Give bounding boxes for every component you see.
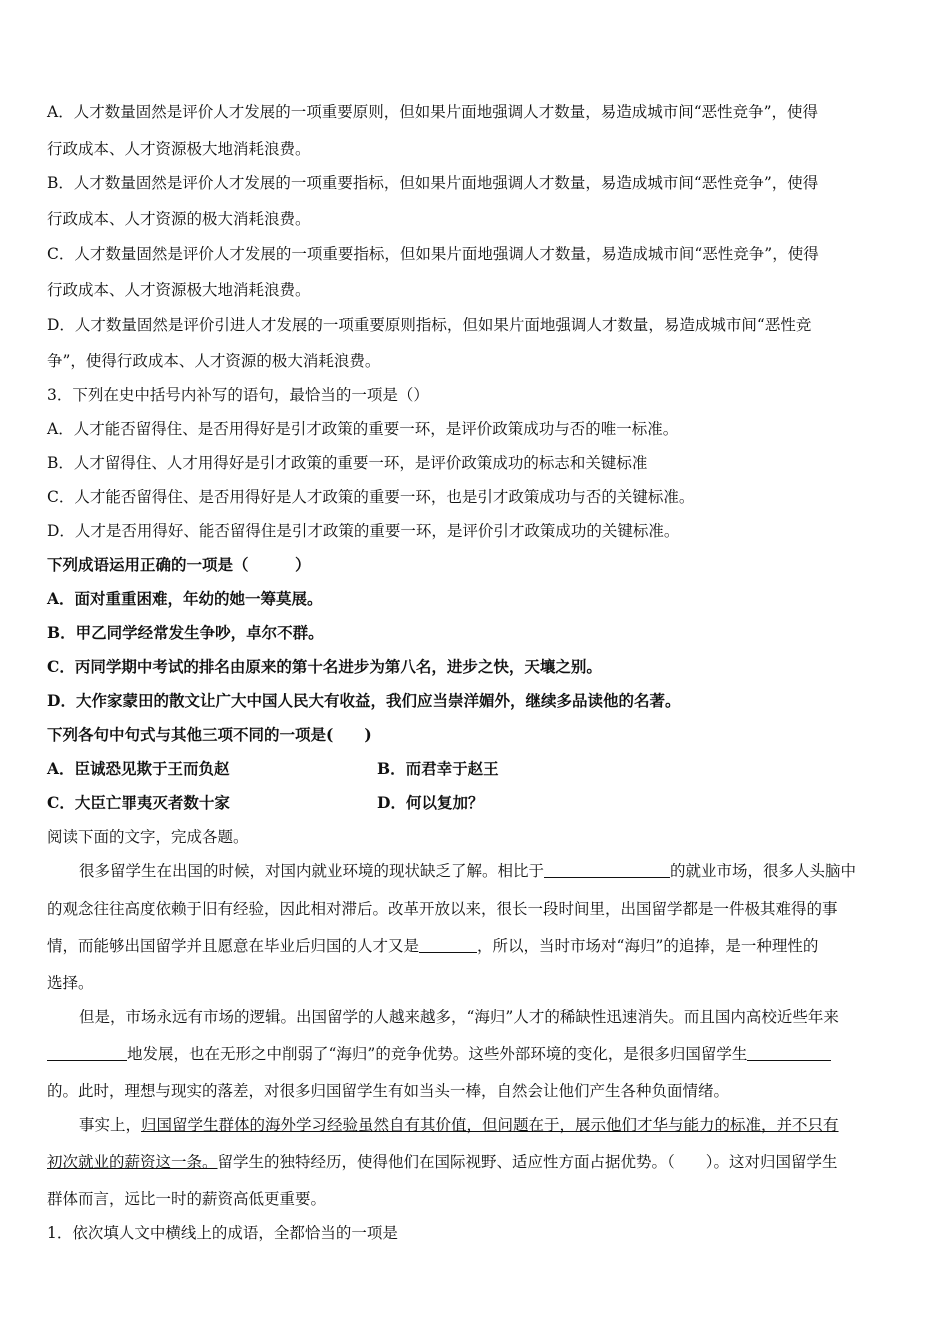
passage-p1-line2: 的观念往往高度依赖于旧有经验，因此相对滞后。改革开放以来，很长一段时间里，出国留学都是一件极其难得的事 xyxy=(47,900,838,918)
syntax-option-a: A．臣诚恐见欺于王而负赵 xyxy=(47,759,230,778)
syntax-option-b: B．而君幸于赵王 xyxy=(377,759,499,778)
underlined-sentence: 初次就业的薪资这一条。 xyxy=(47,1153,218,1171)
idiom-question-stem: 下列成语运用正确的一项是（ ） xyxy=(47,555,311,574)
passage-p3-line3: 群体而言，远比一时的薪资高低更重要。 xyxy=(47,1190,327,1208)
underlined-sentence: 归国留学生群体的海外学习经验虽然自有其价值，但问题在于，展示他们才华与能力的标准，并不只有 xyxy=(141,1116,839,1134)
q2-option-c-line1: C．人才数量固然是评价人才发展的一项重要指标，但如果片面地强调人才数量，易造成城市间“恶性竞争”，使得 xyxy=(47,245,819,263)
q2-option-a-line1: A．人才数量固然是评价人才发展的一项重要原则，但如果片面地强调人才数量，易造成城市间“恶性竞争”，使得 xyxy=(47,103,819,121)
passage-text: ，所以，当时市场对“海归”的追捧，是一种理性的 xyxy=(477,937,819,955)
reading-intro: 阅读下面的文字，完成各题。 xyxy=(47,828,249,846)
passage-text: 留学生的独特经历，使得他们在国际视野、适应性方面占据优势。（ ）。这对归国留学生 xyxy=(217,1153,838,1171)
syntax-option-d: D．何以复加？ xyxy=(377,793,484,812)
syntax-question-stem: 下列各句中句式与其他三项不同的一项是( ) xyxy=(47,725,372,744)
fill-blank-2 xyxy=(419,937,477,953)
q3-option-c: C．人才能否留得住、是否用得好是人才政策的重要一环，也是引才政策成功与否的关键标准。 xyxy=(47,488,695,506)
q2-option-a-line2: 行政成本、人才资源极大地消耗浪费。 xyxy=(47,140,311,158)
passage-text: 情，而能够出国留学并且愿意在毕业后归国的人才又是 xyxy=(47,937,420,955)
passage-text: 很多留学生在出国的时候，对国内就业环境的现状缺乏了解。相比于 xyxy=(79,862,545,880)
q2-option-d-line2: 争”，使得行政成本、人才资源的极大消耗浪费。 xyxy=(47,352,381,370)
q2-option-c-line2: 行政成本、人才资源极大地消耗浪费。 xyxy=(47,281,311,299)
syntax-option-c: C．大臣亡罪夷灭者数十家 xyxy=(47,793,230,812)
passage-p1-line1 xyxy=(79,860,856,882)
q3-stem: 3．下列在史中括号内补写的语句，最恰当的一项是（） xyxy=(47,386,429,404)
q2-option-d-line1: D．人才数量固然是评价引进人才发展的一项重要原则指标，但如果片面地强调人才数量，易造成城市间“恶性竞 xyxy=(47,316,812,334)
idiom-option-a: A．面对重重困难，年幼的她一筹莫展。 xyxy=(47,589,323,608)
idiom-option-b: B．甲乙同学经常发生争吵，卓尔不群。 xyxy=(47,623,324,642)
passage-p3-line1 xyxy=(79,1114,839,1136)
passage-p1-line4: 选择。 xyxy=(47,974,94,992)
reading-question-1: 1．依次填人文中横线上的成语，全都恰当的一项是 xyxy=(47,1224,398,1242)
idiom-option-c: C．丙同学期中考试的排名由原来的第十名进步为第八名，进步之快，天壤之别。 xyxy=(47,657,602,676)
passage-text: 地发展，也在无形之中削弱了“海归”的竞争优势。这些外部环境的变化，是很多归国留学生 xyxy=(127,1045,748,1063)
passage-p2-line3: 的。此时，理想与现实的落差，对很多归国留学生有如当头一棒，自然会让他们产生各种负面情绪。 xyxy=(47,1082,730,1100)
fill-blank-3 xyxy=(47,1045,127,1061)
fill-blank-1 xyxy=(544,862,670,878)
idiom-option-d: D．大作家蒙田的散文让广大中国人民大有收益，我们应当崇洋媚外，继续多品读他的名著。 xyxy=(47,691,681,710)
fill-blank-4 xyxy=(747,1045,831,1061)
q2-option-b-line1: B．人才数量固然是评价人才发展的一项重要指标，但如果片面地强调人才数量，易造成城市间“恶性竞争”，使得 xyxy=(47,174,819,192)
passage-text: 事实上， xyxy=(79,1116,142,1134)
q3-option-a: A．人才能否留得住、是否用得好是引才政策的重要一环，是评价政策成功与否的唯一标准。 xyxy=(47,420,679,438)
q3-option-b: B．人才留得住、人才用得好是引才政策的重要一环，是评价政策成功的标志和关键标准 xyxy=(47,454,648,472)
q3-option-d: D．人才是否用得好、能否留得住是引才政策的重要一环，是评价引才政策成功的关键标准。 xyxy=(47,522,680,540)
passage-p2-line2 xyxy=(47,1043,831,1065)
q2-option-b-line2: 行政成本、人才资源的极大消耗浪费。 xyxy=(47,210,311,228)
passage-text: 的就业市场，很多人头脑中 xyxy=(670,862,857,880)
passage-p2-line1: 但是，市场永远有市场的逻辑。出国留学的人越来越多，“海归”人才的稀缺性迅速消失。而且国内高校近些年来 xyxy=(79,1008,839,1026)
passage-p3-line2 xyxy=(47,1151,838,1173)
passage-p1-line3 xyxy=(47,935,818,957)
